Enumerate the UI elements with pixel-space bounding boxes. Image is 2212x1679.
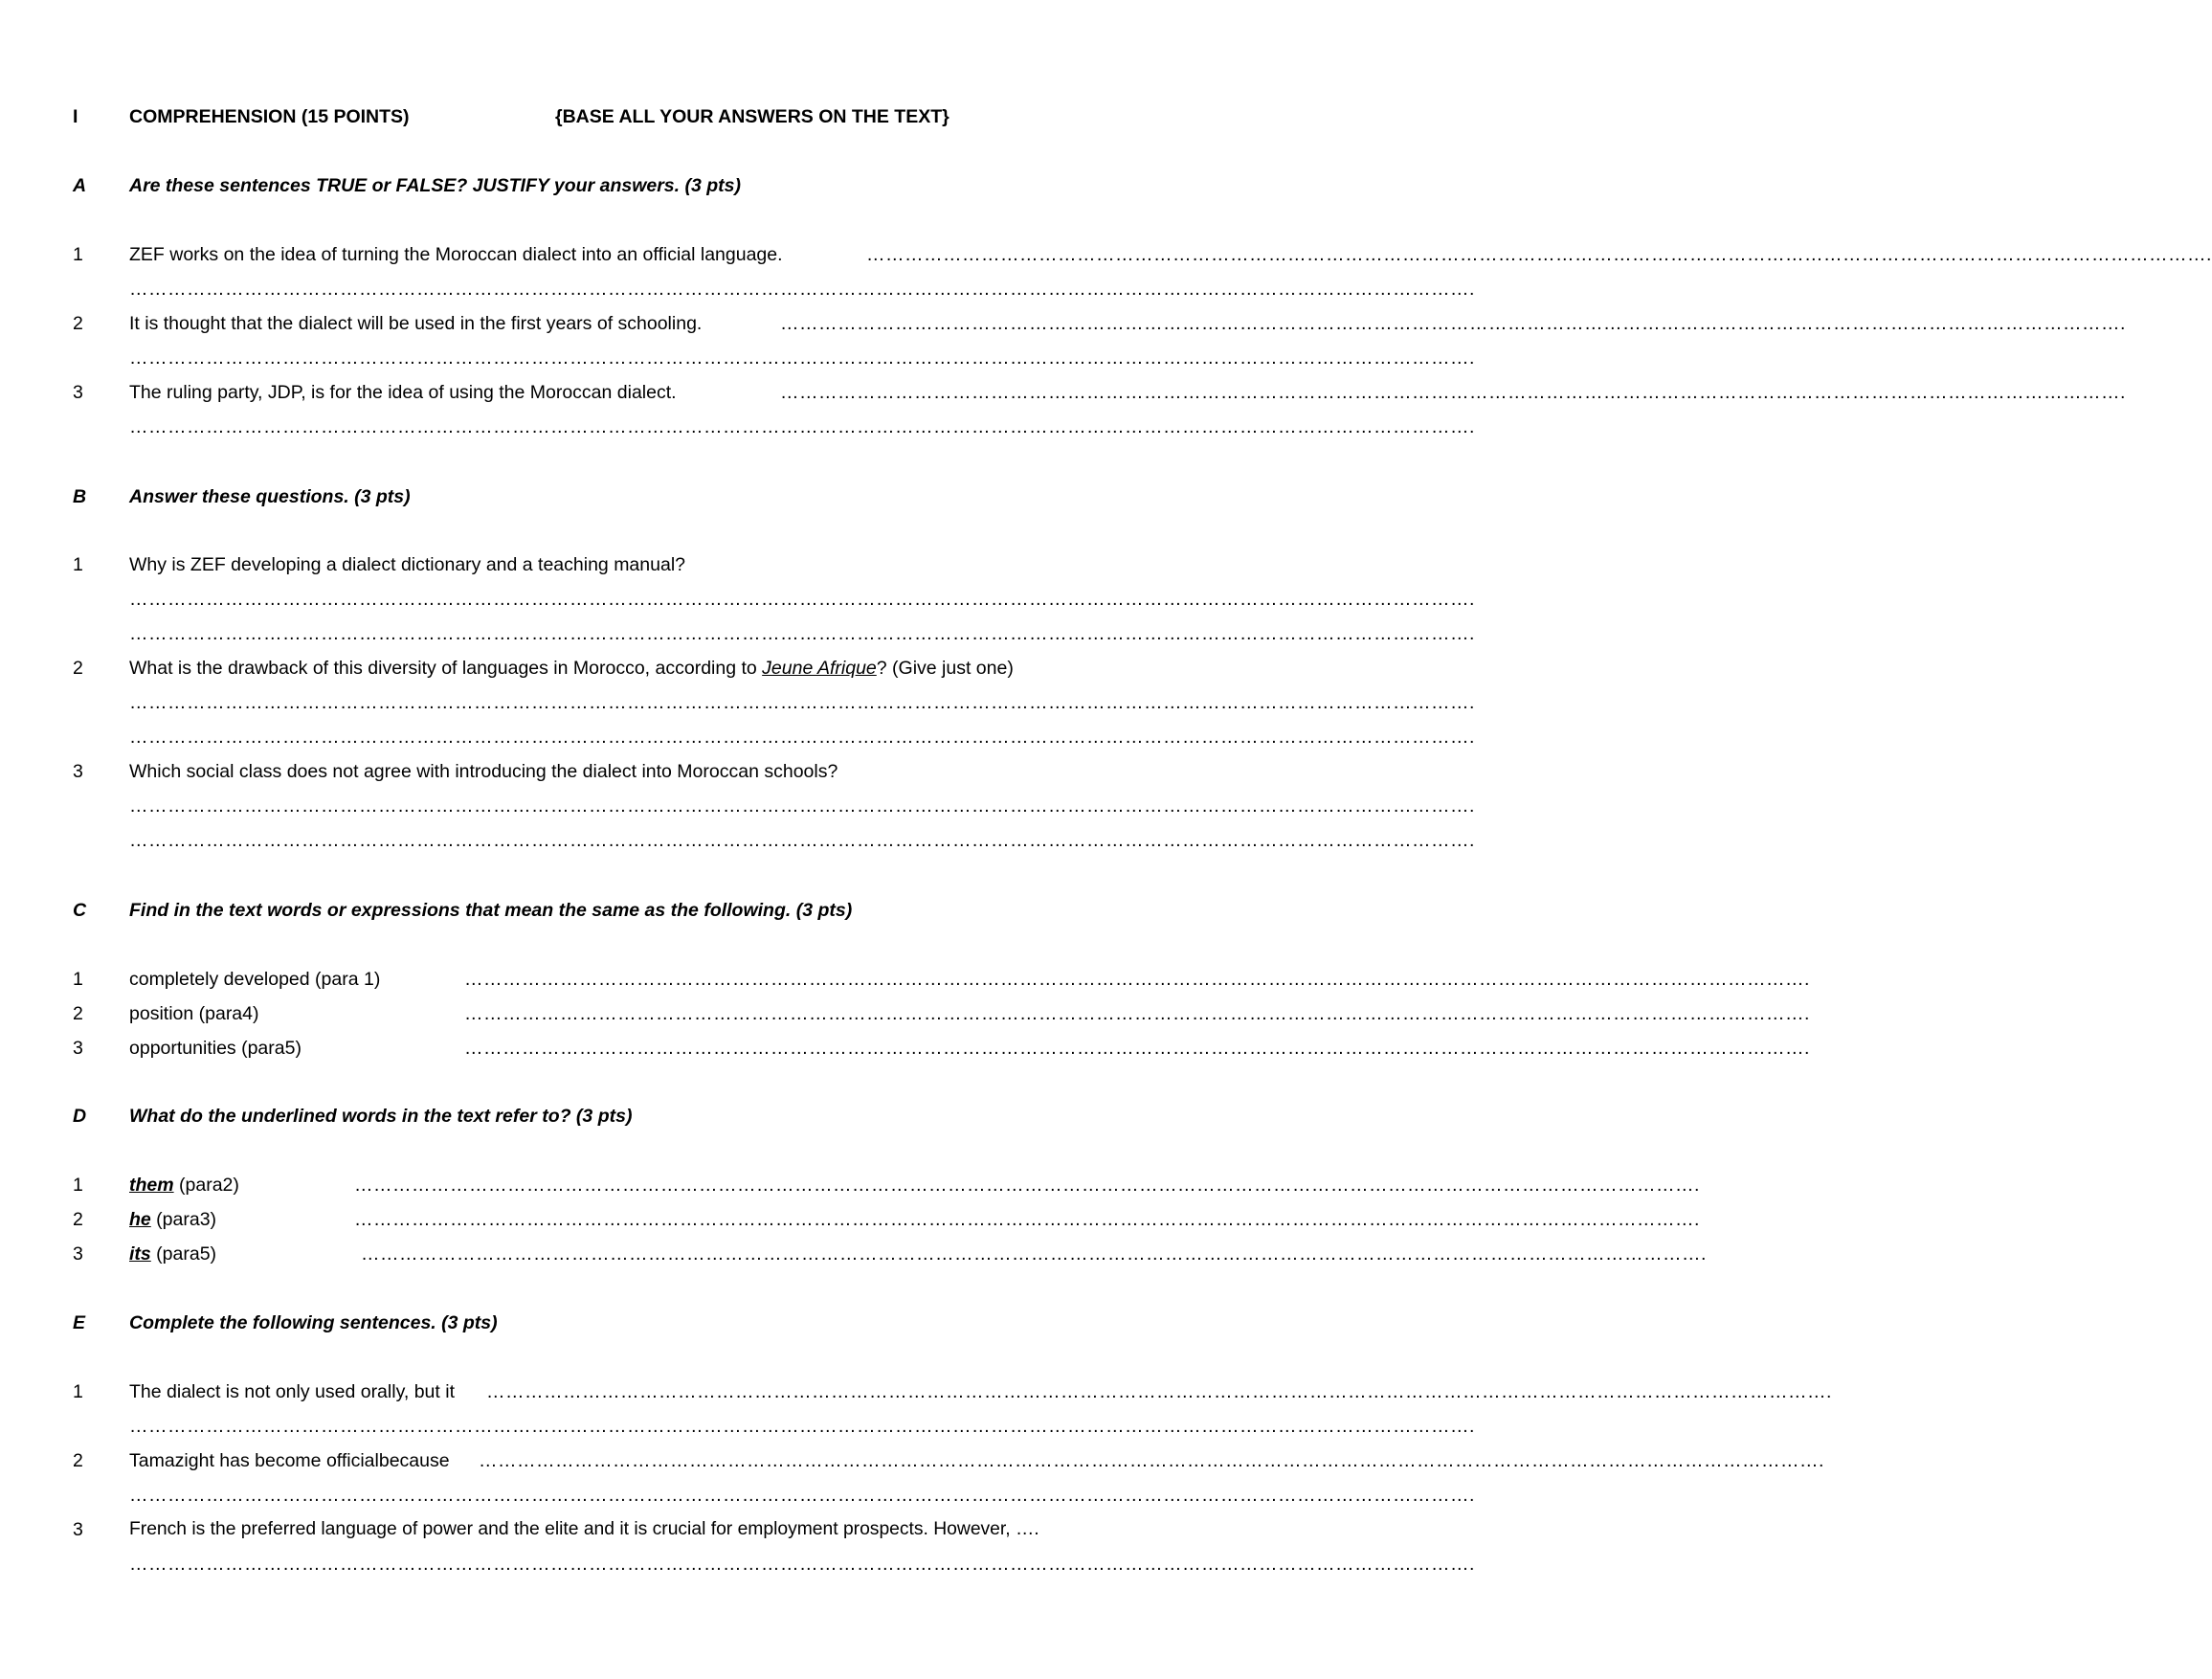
- question-number: 2: [73, 658, 83, 679]
- answer-line[interactable]: ………………………………………………………………………………………………………………………………………………………………………………………….: [464, 1038, 1810, 1059]
- question-number: 3: [73, 1519, 83, 1540]
- referent-word: them: [129, 1175, 174, 1196]
- answer-line[interactable]: ………………………………………………………………………………………………………………………………………………………………………………………….: [486, 1381, 1832, 1402]
- answer-line[interactable]: ………………………………………………………………………………………………………………………………………………………………………………………….: [129, 1485, 1475, 1506]
- answer-line[interactable]: ………………………………………………………………………………………………………………………………………………………………………………………….: [361, 1243, 1707, 1265]
- answer-line[interactable]: ………………………………………………………………………………………………………………………………………………………………………………………….: [129, 1554, 1475, 1575]
- answer-line[interactable]: ………………………………………………………………………………………………………………………………………………………………………………………….: [464, 969, 1810, 990]
- question-number: 1: [73, 1381, 83, 1402]
- publication-title: Jeune Afrique: [762, 658, 877, 679]
- answer-line[interactable]: ………………………………………………………………………………………………………………………………………………………………………………………….: [780, 382, 2126, 403]
- question-text: It is thought that the dialect will be used in the first years of schooling.: [129, 313, 703, 334]
- answer-line[interactable]: ………………………………………………………………………………………………………………………………………………………………………………………….: [129, 416, 1475, 437]
- answer-line[interactable]: ………………………………………………………………………………………………………………………………………………………………………………………….: [129, 589, 1475, 610]
- answer-line[interactable]: ………………………………………………………………………………………………………………………………………………………………………………………….: [129, 795, 1475, 817]
- answer-line[interactable]: ………………………………………………………………………………………………………………………………………………………………………………………….: [866, 244, 2212, 265]
- section-title: COMPREHENSION (15 POINTS): [129, 106, 410, 127]
- section-b-instruction: Answer these questions. (3 pts): [129, 486, 411, 507]
- section-d-instruction: What do the underlined words in the text refer to? (3 pts): [129, 1106, 633, 1127]
- section-roman-numeral: I: [73, 106, 78, 127]
- answer-line[interactable]: ………………………………………………………………………………………………………………………………………………………………………………………….: [129, 692, 1475, 713]
- section-c-instruction: Find in the text words or expressions that mean the same as the following. (3 pts): [129, 900, 853, 921]
- answer-line[interactable]: ………………………………………………………………………………………………………………………………………………………………………………………….: [129, 623, 1475, 644]
- paragraph-ref: (para3): [150, 1209, 217, 1230]
- paragraph-ref: (para5): [150, 1243, 217, 1265]
- answer-line[interactable]: ………………………………………………………………………………………………………………………………………………………………………………………….: [129, 279, 1475, 300]
- section-a-letter: A: [73, 175, 87, 196]
- question-text: completely developed (para 1): [129, 969, 381, 990]
- answer-line[interactable]: ………………………………………………………………………………………………………………………………………………………………………………………….: [129, 347, 1475, 369]
- question-text: position (para4): [129, 1003, 259, 1024]
- question-text: The ruling party, JDP, is for the idea of using the Moroccan dialect.: [129, 382, 677, 403]
- answer-line[interactable]: ………………………………………………………………………………………………………………………………………………………………………………………….: [464, 1003, 1810, 1024]
- section-b-letter: B: [73, 486, 87, 507]
- question-text: ZEF works on the idea of turning the Moroccan dialect into an official language.: [129, 244, 783, 265]
- answer-line[interactable]: ………………………………………………………………………………………………………………………………………………………………………………………….: [354, 1175, 1700, 1196]
- question-text: Why is ZEF developing a dialect dictionary and a teaching manual?: [129, 554, 685, 575]
- question-number: 1: [73, 554, 83, 575]
- question-text: [129, 657, 1014, 680]
- answer-line[interactable]: ………………………………………………………………………………………………………………………………………………………………………………………….: [479, 1450, 1824, 1471]
- paragraph-ref: (para2): [173, 1175, 239, 1196]
- question-number: 3: [73, 761, 83, 782]
- answer-line[interactable]: ………………………………………………………………………………………………………………………………………………………………………………………….: [129, 727, 1475, 748]
- question-text: [129, 1242, 216, 1265]
- question-number: 3: [73, 1038, 83, 1059]
- question-text: The dialect is not only used orally, but it: [129, 1381, 455, 1402]
- section-a-instruction: Are these sentences TRUE or FALSE? JUSTIFY your answers. (3 pts): [129, 175, 741, 196]
- section-note: {BASE ALL YOUR ANSWERS ON THE TEXT}: [555, 106, 950, 127]
- question-text-part: What is the drawback of this diversity of languages in Morocco, according to: [129, 658, 763, 679]
- question-text: French is the preferred language of power and the elite and it is crucial for employment prospects. However, ….: [129, 1519, 1039, 1539]
- section-d-letter: D: [73, 1106, 87, 1127]
- section-c-letter: C: [73, 900, 87, 921]
- question-text: Which social class does not agree with introducing the dialect into Moroccan schools?: [129, 761, 838, 782]
- answer-line[interactable]: ………………………………………………………………………………………………………………………………………………………………………………………….: [354, 1209, 1700, 1230]
- question-number: 1: [73, 1175, 83, 1196]
- question-number: 3: [73, 1243, 83, 1265]
- question-text: opportunities (para5): [129, 1038, 302, 1059]
- question-text: [129, 1208, 216, 1231]
- question-text: Tamazight has become officialbecause: [129, 1450, 450, 1471]
- section-e-letter: E: [73, 1312, 86, 1333]
- question-number: 1: [73, 244, 83, 265]
- question-number: 2: [73, 1209, 83, 1230]
- answer-line[interactable]: ………………………………………………………………………………………………………………………………………………………………………………………….: [780, 313, 2126, 334]
- answer-line[interactable]: ………………………………………………………………………………………………………………………………………………………………………………………….: [129, 1416, 1475, 1437]
- question-number: 2: [73, 1450, 83, 1471]
- referent-word: he: [129, 1209, 151, 1230]
- question-number: 2: [73, 1003, 83, 1024]
- question-number: 1: [73, 969, 83, 990]
- question-number: 2: [73, 313, 83, 334]
- section-e-instruction: Complete the following sentences. (3 pts): [129, 1312, 498, 1333]
- referent-word: its: [129, 1243, 151, 1265]
- answer-line[interactable]: ………………………………………………………………………………………………………………………………………………………………………………………….: [129, 830, 1475, 851]
- question-text-part: ? (Give just one): [876, 658, 1014, 679]
- question-number: 3: [73, 382, 83, 403]
- question-text: [129, 1174, 239, 1197]
